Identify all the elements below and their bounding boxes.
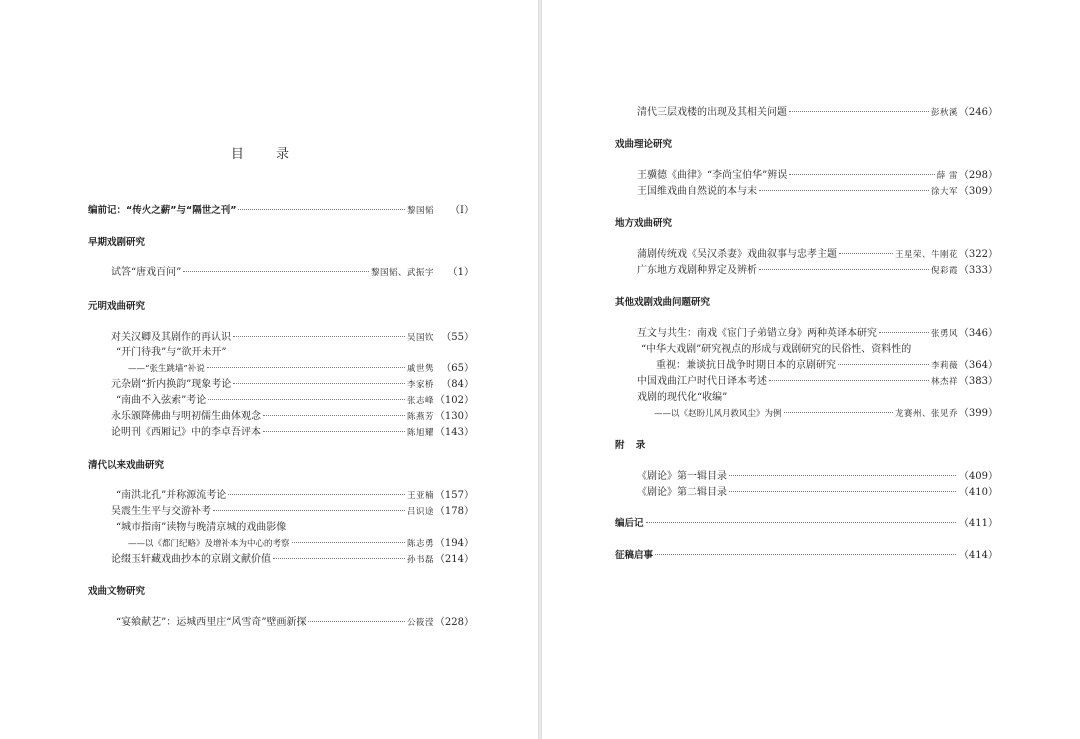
leader-dots: [233, 383, 405, 384]
entry-page: （410）: [958, 487, 998, 498]
toc-entry-title-line: “开门待我”与“欲开未开”: [116, 347, 227, 358]
entry-subtitle: ——以《都门纪略》及增补本为中心的考察: [128, 539, 290, 549]
toc-entry: [637, 248, 998, 262]
section-heading: 地方戏曲研究: [615, 218, 673, 229]
entry-title: “南洪北孔”并称源流考论: [116, 490, 227, 501]
entry-page: （383）: [958, 376, 998, 387]
toc-entry-call-for-papers: [615, 549, 998, 563]
entry-title: 征稿启事: [615, 550, 654, 561]
entry-author: 黎国韬: [406, 206, 434, 216]
toc-entry: [116, 616, 474, 630]
section-heading: 元明戏曲研究: [88, 301, 146, 312]
entry-page: （333）: [958, 265, 998, 276]
entry-title: 广东地方戏剧种界定及辨析: [637, 265, 757, 276]
entry-author: 陈旭耀: [406, 428, 434, 438]
entry-title: 《剧论》第二辑目录: [637, 487, 727, 498]
leader-dots: [646, 522, 956, 523]
leader-dots: [789, 111, 929, 112]
entry-author: 孙书磊: [406, 555, 434, 565]
entry-page: （399）: [958, 408, 998, 419]
entry-author: 李莉薇: [930, 361, 958, 371]
entry-author: 王星荣、牛刚花: [894, 250, 958, 260]
leader-dots: [769, 380, 929, 381]
toc-entry-foreword: [88, 204, 474, 218]
entry-page: （130）: [434, 411, 474, 422]
entry-title: 永乐颁降佛曲与明初儒生曲体观念: [111, 411, 261, 422]
toc-title: 目 录: [230, 147, 304, 162]
toc-entry: [111, 266, 474, 280]
section-heading: 早期戏剧研究: [88, 237, 146, 248]
toc-entry: [116, 394, 474, 408]
entry-page: （65）: [441, 363, 474, 374]
entry-author: 张勇风: [930, 329, 958, 339]
entry-page: （214）: [434, 554, 474, 565]
entry-title: 王国维戏曲自然说的本与末: [637, 186, 757, 197]
entry-title: 编后记: [615, 518, 644, 529]
leader-dots: [263, 415, 405, 416]
entry-page: （411）: [958, 518, 998, 529]
toc-entry: [637, 486, 998, 500]
entry-author: 王亚楠: [406, 491, 434, 501]
toc-entry: [656, 359, 998, 373]
leader-dots: [233, 336, 405, 337]
entry-title: “宴飨献艺”：运城西里庄“风雪奇”壁画新探: [116, 617, 307, 628]
entry-title: 互文与共生：南戏《宦门子弟错立身》两种英译本研究: [637, 328, 877, 339]
entry-title: 重视：兼谈抗日战争时期日本的京剧研究: [656, 360, 836, 371]
entry-page: （178）: [434, 506, 474, 517]
leader-dots: [183, 271, 369, 272]
entry-title: 蒲剧传统戏《吴汉杀妻》戏曲叙事与忠孝主题: [637, 249, 837, 260]
toc-entry-title-line: “城市指南”读物与晚清京城的戏曲影像: [116, 522, 287, 533]
leader-dots: [213, 510, 405, 511]
toc-entry: [111, 505, 474, 519]
entry-page: （84）: [441, 379, 474, 390]
entry-author: 吴国钦: [406, 333, 434, 343]
entry-page: （364）: [958, 360, 998, 371]
leader-dots: [838, 364, 929, 365]
toc-entry: [637, 264, 998, 278]
entry-title: 清代三层戏楼的出现及其相关问题: [637, 107, 787, 118]
entry-author: 黎国韬、武振宇: [370, 268, 434, 278]
entry-title: 试答“唐戏百问”: [111, 267, 182, 278]
toc-entry: [128, 362, 474, 376]
toc-entry: [111, 426, 474, 440]
entry-page: （194）: [434, 538, 474, 549]
entry-author: 薛 雷: [936, 171, 958, 181]
entry-page: （322）: [958, 249, 998, 260]
entry-author: 陈志勇: [406, 539, 434, 549]
entry-page: （157）: [434, 490, 474, 501]
section-heading: 清代以来戏曲研究: [88, 460, 165, 471]
leader-dots: [208, 399, 405, 400]
entry-title: 论缀玉轩藏戏曲抄本的京剧文献价值: [111, 554, 271, 565]
toc-entry: [637, 375, 998, 389]
toc-entry-title-line: “中华大戏剧”研究视点的形成与戏剧研究的民俗性、资料性的: [641, 344, 912, 355]
entry-author: 吕识途: [406, 507, 434, 517]
toc-entry: [111, 331, 474, 345]
entry-title: 中国戏曲江户时代日译本考述: [637, 376, 767, 387]
leader-dots: [308, 621, 405, 622]
leader-dots: [655, 554, 956, 555]
entry-page: （143）: [434, 427, 474, 438]
leader-dots: [273, 558, 405, 559]
entry-title: 吴震生生平与交游补考: [111, 506, 211, 517]
leader-dots: [784, 412, 893, 413]
section-heading-appendix: 附 录: [615, 440, 650, 451]
entry-page: （55）: [441, 332, 474, 343]
leader-dots: [729, 475, 956, 476]
entry-author: 龙赛州、张见乔: [894, 409, 958, 419]
leader-dots: [759, 269, 929, 270]
toc-entry: [637, 327, 998, 341]
toc-entry: [111, 378, 474, 392]
entry-page: （Ⅰ）: [450, 205, 474, 216]
leader-dots: [263, 431, 405, 432]
leader-dots: [729, 491, 956, 492]
toc-entry: [111, 410, 474, 424]
entry-title: 论明刊《西厢记》中的李卓吾评本: [111, 427, 261, 438]
toc-entry-title-line: 戏剧的现代化“收编”: [637, 392, 728, 403]
right-page: [542, 0, 1080, 739]
entry-title: 对关汉卿及其剧作的再认识: [111, 332, 231, 343]
entry-title: 编前记：“传火之薪”与“隔世之刊”: [88, 205, 237, 216]
entry-page: （102）: [434, 395, 474, 406]
toc-entry: [637, 470, 998, 484]
entry-page: （346）: [958, 328, 998, 339]
leader-dots: [759, 190, 929, 191]
entry-page: （309）: [958, 186, 998, 197]
entry-author: 陈燕芳: [406, 412, 434, 422]
entry-title: “南曲不入弦索”考论: [116, 395, 207, 406]
entry-author: 徐大军: [930, 187, 958, 197]
entry-author: 林杰祥: [930, 377, 958, 387]
leader-dots: [238, 209, 405, 210]
toc-entry: [637, 106, 998, 120]
toc-entry: [654, 407, 998, 421]
section-heading: 戏曲理论研究: [615, 139, 673, 150]
toc-entry: [637, 185, 998, 199]
entry-page: （228）: [434, 617, 474, 628]
entry-author: 彭秋溪: [930, 108, 958, 118]
leader-dots: [292, 542, 405, 543]
entry-page: （298）: [958, 170, 998, 181]
entry-author: 倪彩霞: [930, 266, 958, 276]
entry-page: （246）: [958, 107, 998, 118]
entry-page: （1）: [447, 267, 474, 278]
entry-title: 元杂剧“折内换韵”现象考论: [111, 379, 232, 390]
leader-dots: [207, 367, 405, 368]
leader-dots: [228, 494, 405, 495]
entry-author: 公筱滢: [406, 618, 434, 628]
entry-title: 王骥德《曲律》“李尚宝伯华”辨误: [637, 170, 788, 181]
entry-page: （414）: [958, 550, 998, 561]
toc-entry: [128, 537, 474, 551]
toc-entry: [116, 489, 474, 503]
toc-entry: [637, 169, 998, 183]
left-page: [0, 0, 538, 739]
leader-dots: [839, 253, 893, 254]
entry-author: 戚世隽: [406, 364, 434, 374]
entry-title: 《剧论》第一辑目录: [637, 471, 727, 482]
entry-page: （409）: [958, 471, 998, 482]
entry-subtitle: ——以《赵盼儿风月救风尘》为例: [654, 409, 782, 419]
toc-entry: [111, 553, 474, 567]
entry-subtitle: ——“张生跳墙”补说: [128, 364, 205, 374]
entry-author: 张志峰: [406, 396, 434, 406]
section-heading: 戏曲文物研究: [88, 586, 146, 597]
leader-dots: [879, 332, 929, 333]
entry-author: 李家桥: [406, 380, 434, 390]
section-heading: 其他戏剧戏曲问题研究: [615, 297, 711, 308]
toc-entry-afterword: [615, 517, 998, 531]
leader-dots: [789, 174, 935, 175]
